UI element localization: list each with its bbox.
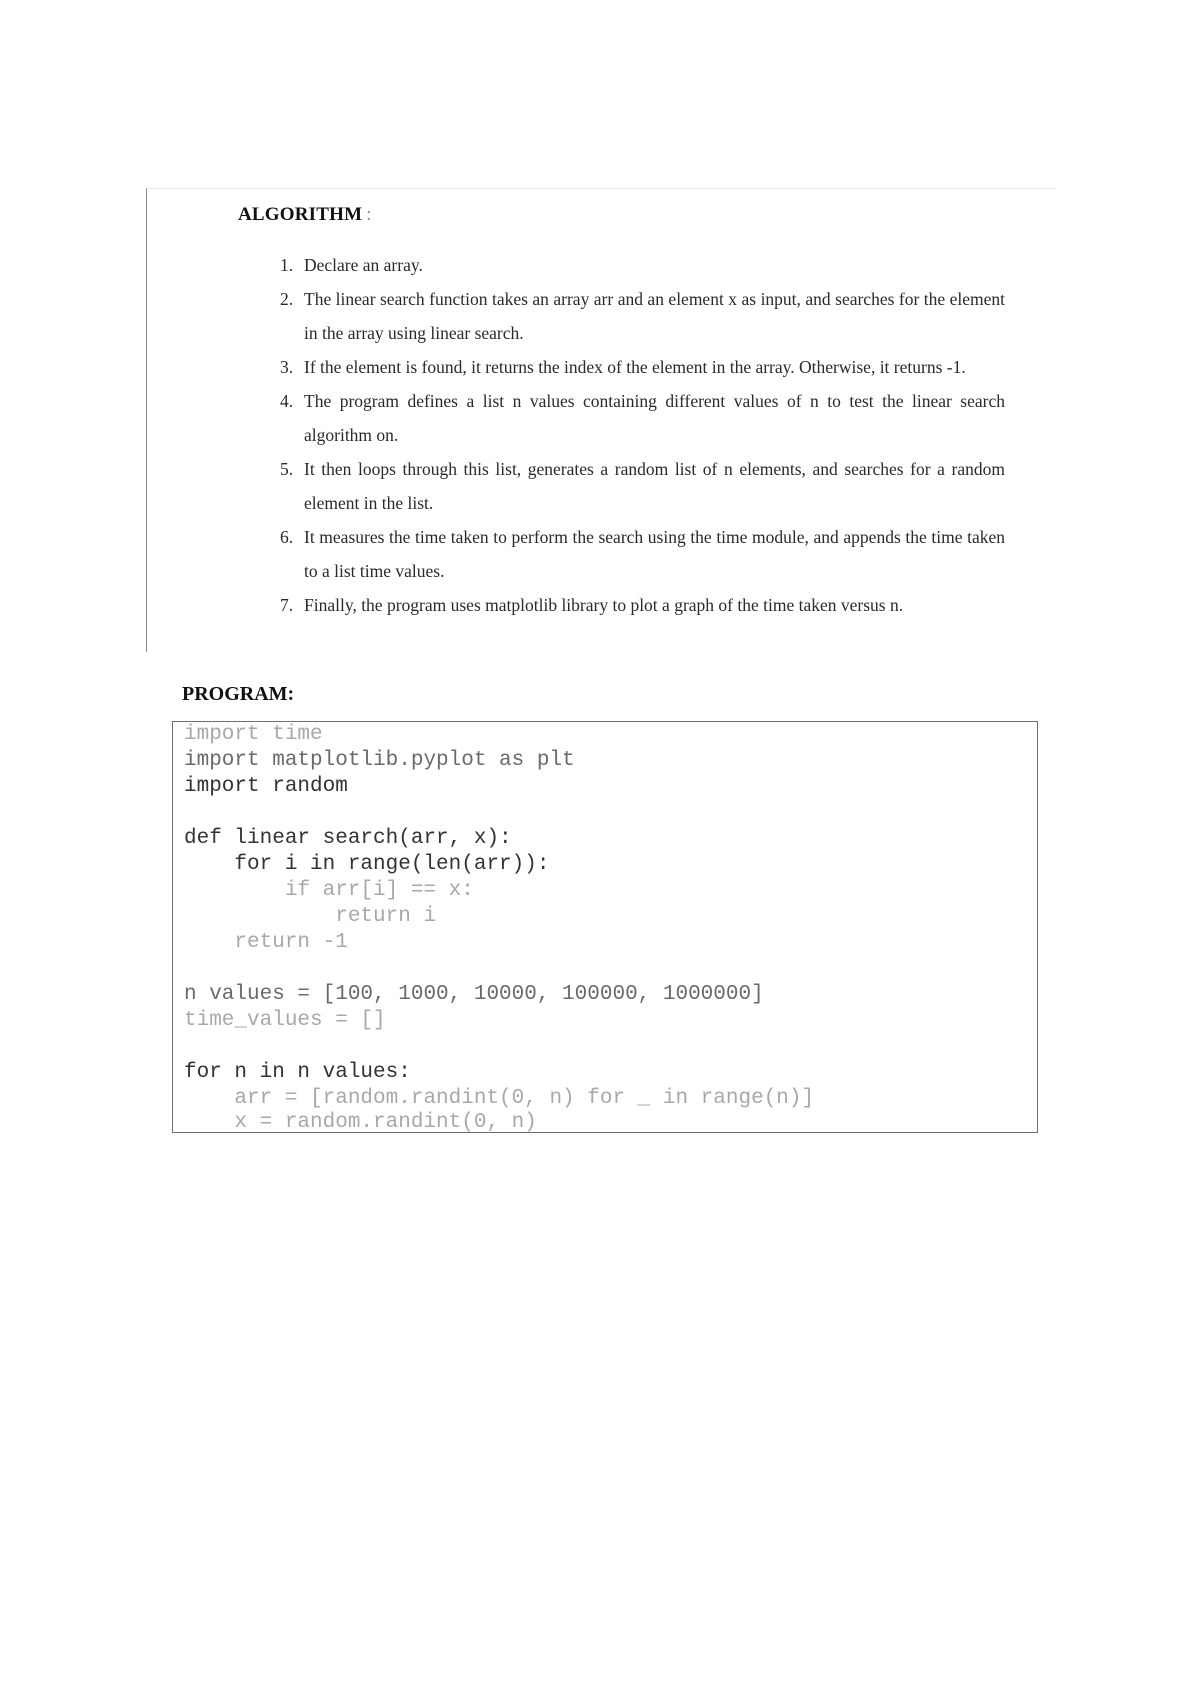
- algorithm-heading-text: ALGORITHM: [238, 204, 363, 225]
- code-line: return i: [184, 905, 437, 928]
- algorithm-step: [280, 248, 1005, 282]
- code-line: if arr[i] == x:: [184, 879, 474, 902]
- code-line: arr = [random.randint(0, n) for _ in range(n)]: [184, 1087, 815, 1110]
- algorithm-step: [280, 452, 1005, 520]
- algorithm-step: [280, 520, 1005, 588]
- algorithm-heading: [238, 204, 372, 226]
- step-number: 1.: [280, 255, 294, 275]
- step-number: 4.: [280, 391, 294, 411]
- step-number: 3.: [280, 357, 294, 377]
- algorithm-step: [280, 588, 1005, 622]
- step-number: 5.: [280, 459, 294, 479]
- step-text: Declare an array.: [304, 255, 423, 275]
- code-line: for i in range(len(arr)):: [184, 853, 550, 876]
- algorithm-steps-list: [280, 248, 1005, 622]
- algorithm-step: [280, 350, 1005, 384]
- code-line: n values = [100, 1000, 10000, 100000, 1000000]: [184, 983, 764, 1006]
- step-text: Finally, the program uses matplotlib library to plot a graph of the time taken versus n.: [304, 595, 904, 615]
- step-number: 7.: [280, 595, 294, 615]
- step-text: It then loops through this list, generates a random list of n elements, and searches for a random element in the list.: [304, 459, 1005, 513]
- program-heading: PROGRAM:: [182, 683, 295, 705]
- step-text: The linear search function takes an array arr and an element x as input, and searches for the element in the array using linear search.: [304, 289, 1005, 343]
- algorithm-step: [280, 384, 1005, 452]
- algorithm-heading-colon: :: [366, 204, 372, 225]
- code-line: return -1: [184, 931, 348, 954]
- code-line: import time: [184, 723, 323, 746]
- step-text: It measures the time taken to perform the search using the time module, and appends the time taken to a list time values.: [304, 527, 1005, 581]
- step-number: 2.: [280, 289, 294, 309]
- code-line: def linear search(arr, x):: [184, 827, 512, 850]
- code-line: x = random.randint(0, n): [184, 1111, 537, 1133]
- step-text: If the element is found, it returns the index of the element in the array. Otherwise, it returns -1.: [304, 357, 966, 377]
- code-line: time_values = []: [184, 1009, 386, 1032]
- code-block: [172, 721, 1038, 1133]
- step-number: 6.: [280, 527, 294, 547]
- code-line: for n in n values:: [184, 1061, 411, 1084]
- code-line: import random: [184, 775, 348, 798]
- algorithm-step: [280, 282, 1005, 350]
- step-text: The program defines a list n values containing different values of n to test the linear search algorithm on.: [304, 391, 1005, 445]
- code-line: import matplotlib.pyplot as plt: [184, 749, 575, 772]
